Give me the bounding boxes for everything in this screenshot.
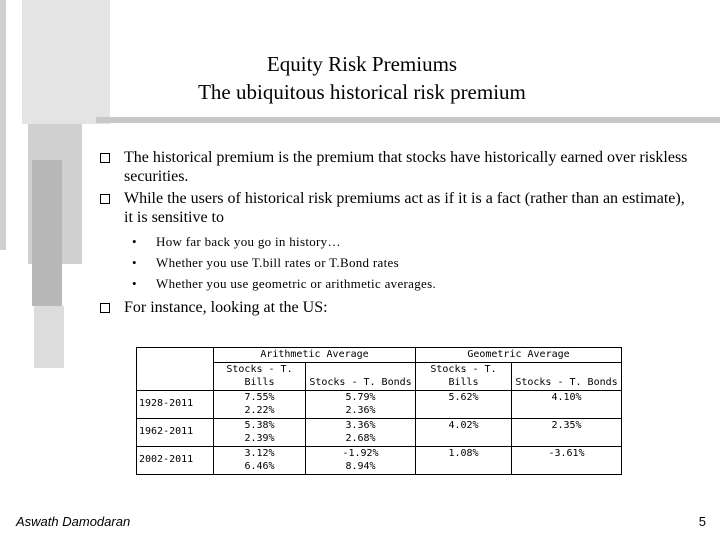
col-header-line: Stocks - T.: [226, 363, 293, 375]
cell-value: 6.46%: [244, 461, 275, 472]
bullet-list: [96, 148, 696, 320]
cell-value: -1.92%: [342, 447, 379, 459]
decorative-bar: [22, 0, 110, 124]
geo-bonds-cell: 4.10%: [512, 390, 622, 418]
geo-bonds-cell: -3.61%: [512, 446, 622, 474]
geo-bills-cell: 1.08%: [416, 446, 512, 474]
sub-bullet-list: [96, 231, 696, 294]
cell-value: 5.79%: [345, 391, 376, 403]
col-header-line: Stocks - T. Bonds: [515, 377, 618, 388]
sub-bullet-text: Whether you use T.bill rates or T.Bond rates: [156, 255, 399, 270]
sub-bullet-item: [96, 231, 696, 252]
arith-bills-cell: [214, 446, 306, 474]
square-bullet-icon: [100, 194, 110, 204]
table-row: [137, 446, 622, 474]
geo-bills-cell: 5.62%: [416, 390, 512, 418]
col-header-line: Stocks - T. Bonds: [309, 377, 412, 388]
bullet-item: [96, 298, 696, 317]
cell-value: 2.22%: [244, 405, 275, 416]
decorative-bar: [0, 0, 6, 250]
slide-title: [120, 50, 604, 106]
title-line-1: Equity Risk Premiums: [266, 52, 458, 76]
decorative-rule: [96, 117, 720, 123]
arith-bonds-cell: [306, 418, 416, 446]
col-header-line: Stocks - T.: [430, 363, 497, 375]
arith-bonds-cell: [306, 446, 416, 474]
square-bullet-icon: [100, 153, 110, 163]
cell-value: 2.68%: [345, 433, 376, 444]
page-number: 5: [698, 514, 706, 529]
sub-bullet-text: Whether you use geometric or arithmetic averages.: [156, 276, 436, 291]
geo-bills-cell: 4.02%: [416, 418, 512, 446]
col-header-stocks-bonds: [512, 362, 622, 390]
sub-bullet-text: How far back you go in history…: [156, 234, 341, 249]
cell-value: 8.94%: [345, 461, 376, 472]
table-header-row: [137, 348, 622, 363]
decorative-bar: [32, 160, 62, 306]
cell-value: 7.55%: [244, 391, 275, 403]
arith-bills-cell: [214, 418, 306, 446]
bullet-text: While the users of historical risk premiums act as if it is a fact (rather than an estimate), it is sensitive to: [124, 190, 685, 226]
bullet-item: [96, 189, 696, 227]
dot-bullet-icon: •: [132, 255, 137, 270]
col-header-stocks-bills: [214, 362, 306, 390]
cell-value: 3.36%: [345, 419, 376, 431]
col-header-stocks-bonds: [306, 362, 416, 390]
decorative-bar: [34, 306, 64, 368]
sub-bullet-item: [96, 252, 696, 273]
cell-value: 2.39%: [244, 433, 275, 444]
risk-premium-table: [136, 347, 622, 475]
dot-bullet-icon: •: [132, 276, 137, 291]
geometric-average-header: [416, 348, 622, 363]
header-text: Geometric Average: [467, 349, 570, 360]
square-bullet-icon: [100, 303, 110, 313]
header-text: Arithmetic Average: [260, 349, 369, 360]
period-label: 1962-2011: [137, 418, 214, 446]
table-corner: [137, 348, 214, 391]
arith-bonds-cell: [306, 390, 416, 418]
title-line-2: The ubiquitous historical risk premium: [198, 80, 526, 104]
bullet-text: The historical premium is the premium that stocks have historically earned over riskless securities.: [124, 149, 688, 185]
col-header-line: Bills: [448, 377, 479, 388]
table-row: [137, 418, 622, 446]
cell-value: 2.36%: [345, 405, 376, 416]
period-label: 1928-2011: [137, 390, 214, 418]
arith-bills-cell: [214, 390, 306, 418]
bullet-item: [96, 148, 696, 186]
dot-bullet-icon: •: [132, 234, 137, 249]
col-header-stocks-bills: [416, 362, 512, 390]
table-row: [137, 390, 622, 418]
footer-author: Aswath Damodaran: [16, 514, 131, 529]
sub-bullet-item: [96, 273, 696, 294]
col-header-line: Bills: [244, 377, 275, 388]
arithmetic-average-header: [214, 348, 416, 363]
geo-bonds-cell: 2.35%: [512, 418, 622, 446]
period-label: 2002-2011: [137, 446, 214, 474]
bullet-text: For instance, looking at the US:: [124, 299, 328, 316]
cell-value: 3.12%: [244, 447, 275, 459]
cell-value: 5.38%: [244, 419, 275, 431]
